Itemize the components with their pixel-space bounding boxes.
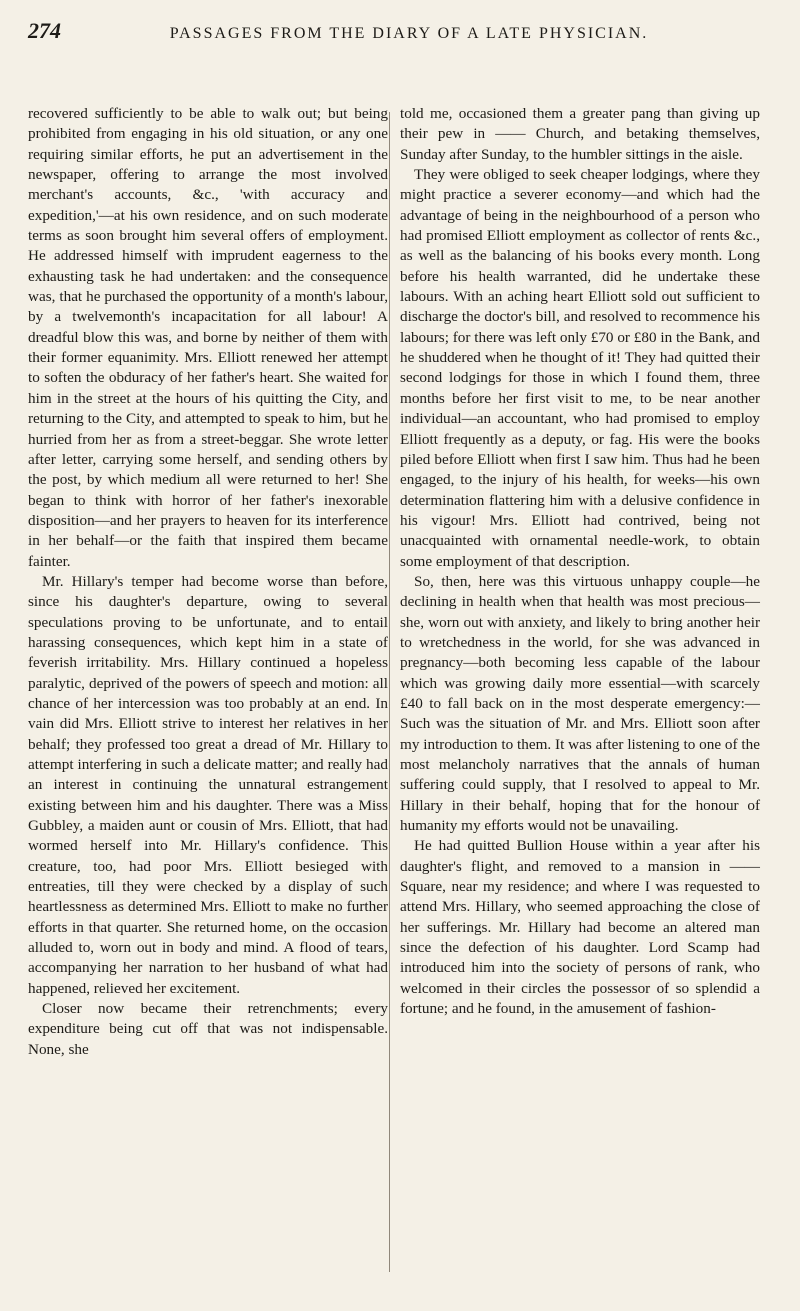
left-column [28,104,388,1060]
paragraph: Closer now became their retrenchments; every expenditure being cut off that was not indispensable. None, she [28,1000,388,1058]
paragraph: Mr. Hillary's temper had become worse than before, since his daughter's departure, owing to several speculations proving to be unfortunate, and to entail harassing consequences, which kept him in a state of feverish irritability. Mrs. Hillary continued a hopeless paralytic, deprived of the powers of speech and motion: all chance of her intercession was too probably at an end. In vain did Mrs. Elliott strive to interest her relatives in her behalf; they professed too great a dread of Mr. Hillary to attempt interfering in such a delicate matter; and really had an interest in continuing the unnatural estrangement existing between him and his daughter. There was a Miss Gubbley, a maiden aunt or cousin of Mrs. Elliott, that had wormed herself into Mr. Hillary's confidence. This creature, too, had poor Mrs. Elliott besieged with entreaties, till they were checked by a display of such heartlessness as determined Mrs. Elliott to make no further efforts in that quarter. She returned home, on the occasion alluded to, worn out in body and mind. A flood of tears, accompanying her narration to her husband of what had happened, relieved her excitement. [28,572,388,997]
column-divider [389,112,390,1272]
paragraph: So, then, here was this virtuous unhappy couple—he declining in health when that health was most precious—she, worn out with anxiety, and likely to bring another heir to wretchedness in the world, for she was advanced in pregnancy—both becoming less capable of the labour which was growing daily more essential—with scarcely £40 to fall back on in the most desperate emergency:—Such was the situation of Mr. and Mrs. Elliott soon after my introduction to them. It was after listening to one of the most melancholy narratives that the annals of human suffering could supply, that I resolved to appeal to Mr. Hillary in their behalf, hoping that for the honour of humanity my efforts would not be unavailing. [400,572,760,835]
paragraph: They were obliged to seek cheaper lodgings, where they might practice a severer economy—and which had the advantage of being in the neighbourhood of a person who had promised Elliott employment as collector of rents &c., as well as the balancing of his books every month. Long before his health warranted, did he undertake these labours. With an aching heart Elliott sold out sufficient to discharge the doctor's bill, and resolved to recommence his labours; for there was left only £70 or £80 in the Bank, and he shuddered when he thought of it! They had quitted their second lodgings for those in which I found them, three months before her first visit to me, to be near another individual—an accountant, who had promised to employ Elliott frequently as a deputy, or fag. His were the books piled before Elliott when first I saw him. Thus had he been engaged, to the injury of his health, for weeks—his own determination flattering him with a delusive confidence in his vigour! Mrs. Elliott had contrived, being not unacquainted with ornamental needle-work, to obtain some employment of that description. [400,166,760,570]
page-header [28,18,770,52]
paragraph: recovered sufficiently to be able to walk out; but being prohibited from engaging in his old situation, or any one requiring similar efforts, he put an advertisement in the newspaper, offering to arrange the most involved merchant's accounts, &c., 'with accuracy and expedition,'—at his own residence, and on such moderate terms as soon brought him several offers of employment. He addressed himself with imprudent eagerness to the exhausting task he had undertaken: and the consequence was, that he purchased the opportunity of a month's labour, by a twelvemonth's incapacitation for all labour! A dreadful blow this was, and borne by neither of them with their former equanimity. Mrs. Elliott renewed her attempt to soften the obduracy of her father's heart. She waited for him in the street at the hours of his quitting the City, and returning to the City, and attempted to speak to him, but he hurried from her as from a street-beggar. She wrote letter after letter, carrying some herself, and sending others by the post, by which medium all were returned to her! She began to think with horror of her father's inexorable disposition—and her prayers to heaven for its interference in her behalf—or the faith that inspired them became fainter. [28,105,388,570]
paragraph: He had quitted Bullion House within a year after his daughter's flight, and removed to a mansion in —— Square, near my residence; and where I was requested to attend Mrs. Hillary, who seemed approaching the close of her sufferings. Mr. Hillary had become an altered man since the defection of his daughter. Lord Scamp had introduced him into the society of persons of rank, who welcomed in their circles the possessor of so splendid a fortune; and he found, in the amusement of fashion- [400,837,760,1018]
paragraph: told me, occasioned them a greater pang than giving up their pew in —— Church, and betaking themselves, Sunday after Sunday, to the humbler sittings in the aisle. [400,105,760,163]
page-number: 274 [28,18,61,43]
right-column [400,104,760,1019]
running-title: PASSAGES FROM THE DIARY OF A LATE PHYSICIAN. [169,25,649,42]
